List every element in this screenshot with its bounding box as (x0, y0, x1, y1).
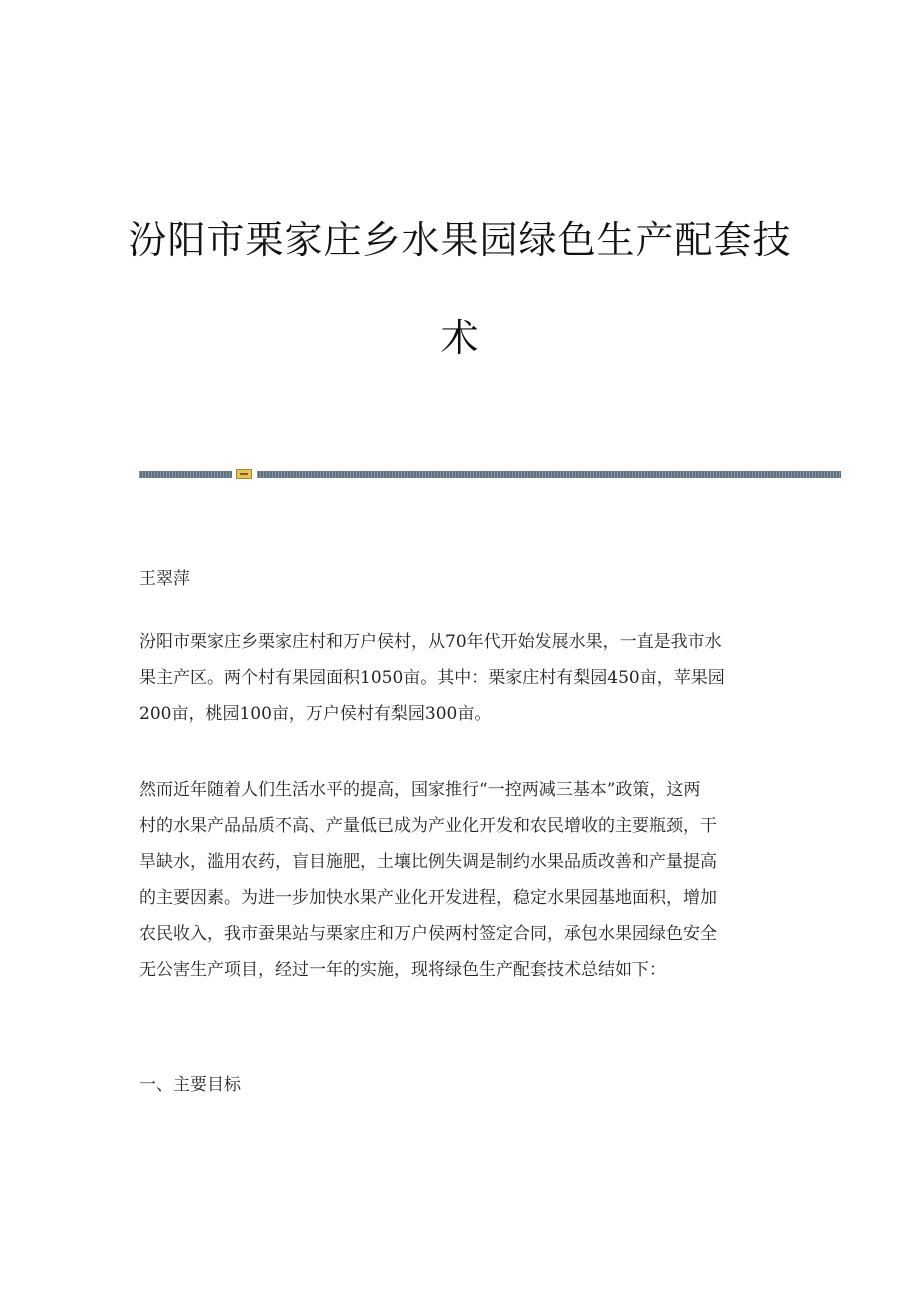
paragraph-line: 无公害生产项目，经过一年的实施，现将绿色生产配套技术总结如下： (139, 960, 666, 980)
document-title-line-2: 术 (440, 316, 480, 360)
paragraph-line: 旱缺水，滥用农药，盲目施肥，土壤比例失调是制约水果品质改善和产量提高 (139, 852, 717, 872)
document-title-line-1: 汾阳市栗家庄乡水果园绿色生产配套技 (128, 218, 792, 262)
section-heading-main-goals: 一、主要目标 (139, 1075, 241, 1095)
divider-ornament-icon (236, 469, 252, 479)
title-divider (139, 469, 841, 479)
paragraph-line: 村的水果产品品质不高、产量低已成为产业化开发和农民增收的主要瓶颈，干 (139, 816, 717, 836)
paragraph-line: 然而近年随着人们生活水平的提高，国家推行“一控两减三基本”政策，这两 (139, 780, 701, 800)
paragraph-background (139, 772, 779, 988)
paragraph-line: 的主要因素。为进一步加快水果产业化开发进程，稳定水果园基地面积，增加 (139, 888, 717, 908)
paragraph-line: 果主产区。两个村有果园面积1050亩。其中：栗家庄村有梨园450亩，苹果园 (139, 668, 725, 688)
paragraph-line: 农民收入，我市蚕果站与栗家庄和万户侯两村签定合同，承包水果园绿色安全 (139, 924, 717, 944)
divider-bar-left (139, 471, 232, 478)
divider-bar-right (257, 471, 841, 478)
paragraph-line: 200亩，桃园100亩，万户侯村有梨园300亩。 (139, 704, 492, 724)
paragraph-line: 汾阳市栗家庄乡栗家庄村和万户侯村，从70年代开始发展水果，一直是我市水 (139, 632, 722, 652)
author-name: 王翠萍 (139, 569, 190, 589)
paragraph-intro (139, 624, 779, 732)
